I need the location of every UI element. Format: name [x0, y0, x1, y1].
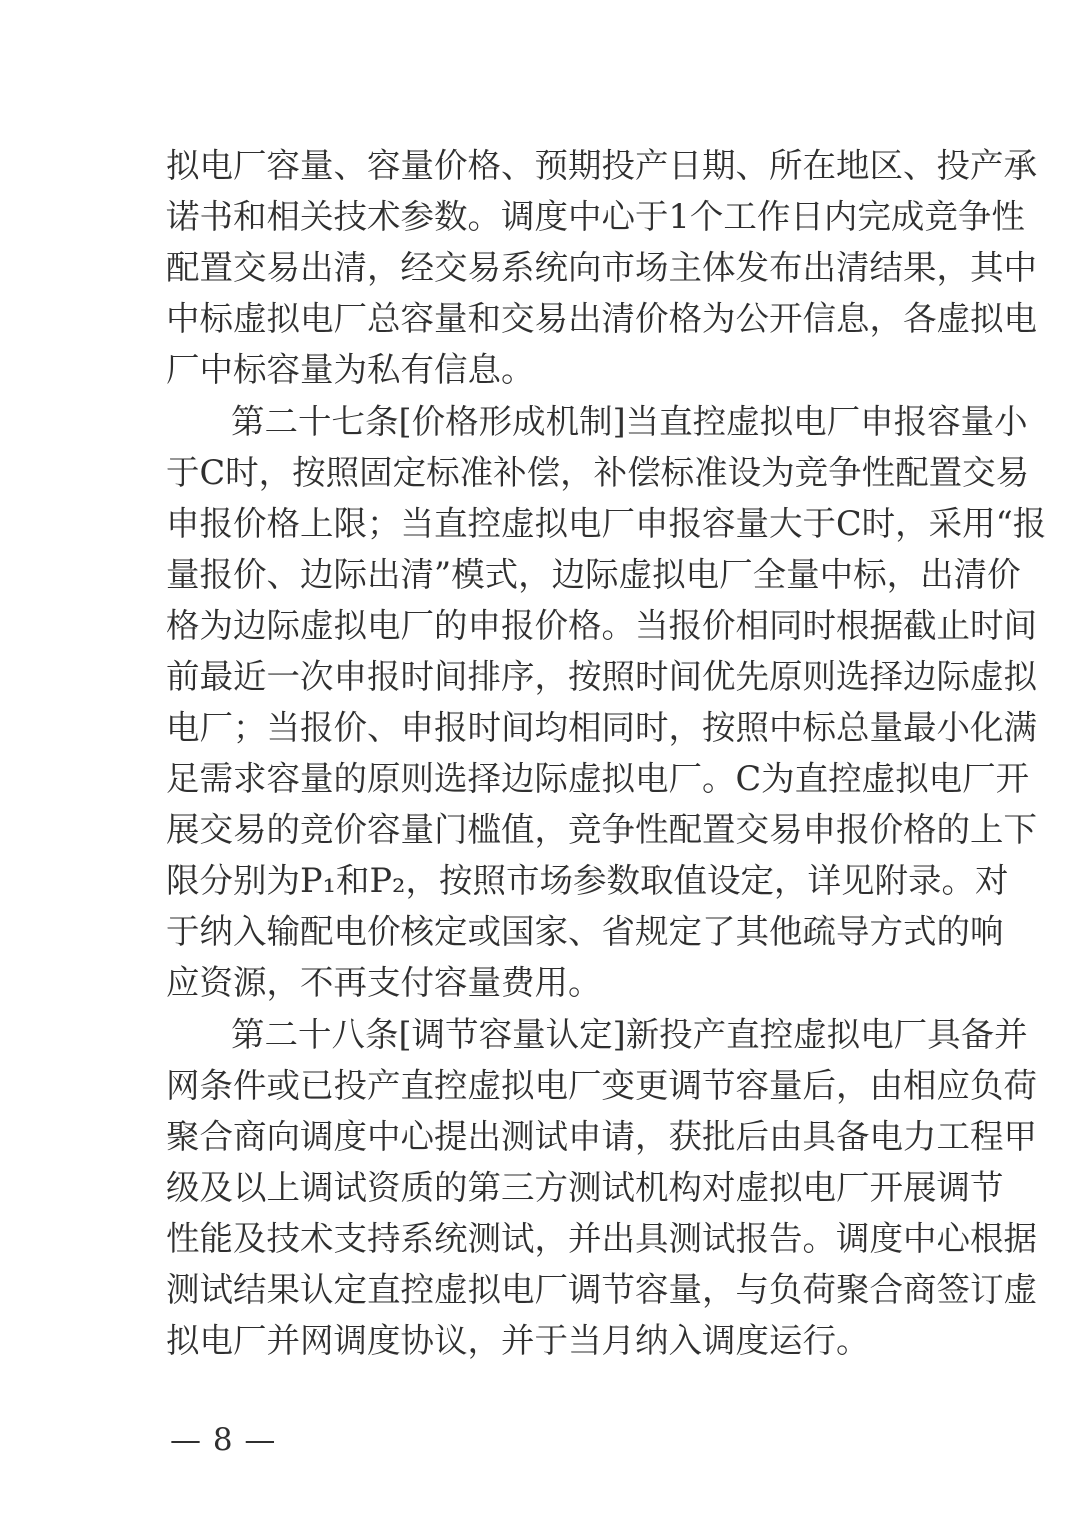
text-line: 拟电厂容量、容量价格、预期投产日期、所在地区、投产承: [166, 146, 1037, 185]
text-line: 于C时，按照固定标准补偿，补偿标准设为竞争性配置交易: [166, 453, 1030, 492]
text-line: 申报价格上限；当直控虚拟电厂申报容量大于C时，采用“报: [166, 504, 1047, 543]
text-line: 聚合商向调度中心提出测试申请，获批后由具备电力工程甲: [166, 1117, 1037, 1156]
text-line: 网条件或已投产直控虚拟电厂变更调节容量后，由相应负荷: [166, 1066, 1037, 1105]
text-line: 厂中标容量为私有信息。: [166, 350, 535, 389]
text-line: 级及以上调试资质的第三方测试机构对虚拟电厂开展调节: [166, 1168, 1004, 1207]
text-line: 中标虚拟电厂总容量和交易出清价格为公开信息，各虚拟电: [166, 299, 1037, 338]
text-line: 性能及技术支持系统测试，并出具测试报告。调度中心根据: [166, 1219, 1037, 1258]
article-28-heading-line: 第二十八条[调节容量认定]新投产直控虚拟电厂具备并: [231, 1015, 1028, 1054]
text-line: 应资源，不再支付容量费用。: [166, 963, 602, 1002]
text-line: 于纳入输配电价核定或国家、省规定了其他疏导方式的响: [166, 912, 1004, 951]
text-line: 量报价、边际出清”模式，边际虚拟电厂全量中标，出清价: [166, 555, 1021, 594]
article-27-heading-line: 第二十七条[价格形成机制]当直控虚拟电厂申报容量小: [231, 402, 1028, 441]
text-line: 足需求容量的原则选择边际虚拟电厂。C为直控虚拟电厂开: [166, 759, 1030, 798]
page-number: — 8 —: [170, 1422, 277, 1458]
text-line: 限分别为P₁和P₂，按照市场参数取值设定，详见附录。对: [166, 861, 1009, 900]
text-line: 诺书和相关技术参数。调度中心于1个工作日内完成竞争性: [166, 197, 1025, 236]
text-line: 前最近一次申报时间排序，按照时间优先原则选择边际虚拟: [166, 657, 1037, 696]
text-line: 拟电厂并网调度协议，并于当月纳入调度运行。: [166, 1321, 870, 1360]
text-line: 展交易的竞价容量门槛值，竞争性配置交易申报价格的上下: [166, 810, 1037, 849]
text-line: 电厂；当报价、申报时间均相同时，按照中标总量最小化满: [166, 708, 1037, 747]
text-line: 格为边际虚拟电厂的申报价格。当报价相同时根据截止时间: [166, 606, 1037, 645]
text-line: 配置交易出清，经交易系统向市场主体发布出清结果，其中: [166, 248, 1037, 287]
text-line: 测试结果认定直控虚拟电厂调节容量，与负荷聚合商签订虚: [166, 1270, 1037, 1309]
